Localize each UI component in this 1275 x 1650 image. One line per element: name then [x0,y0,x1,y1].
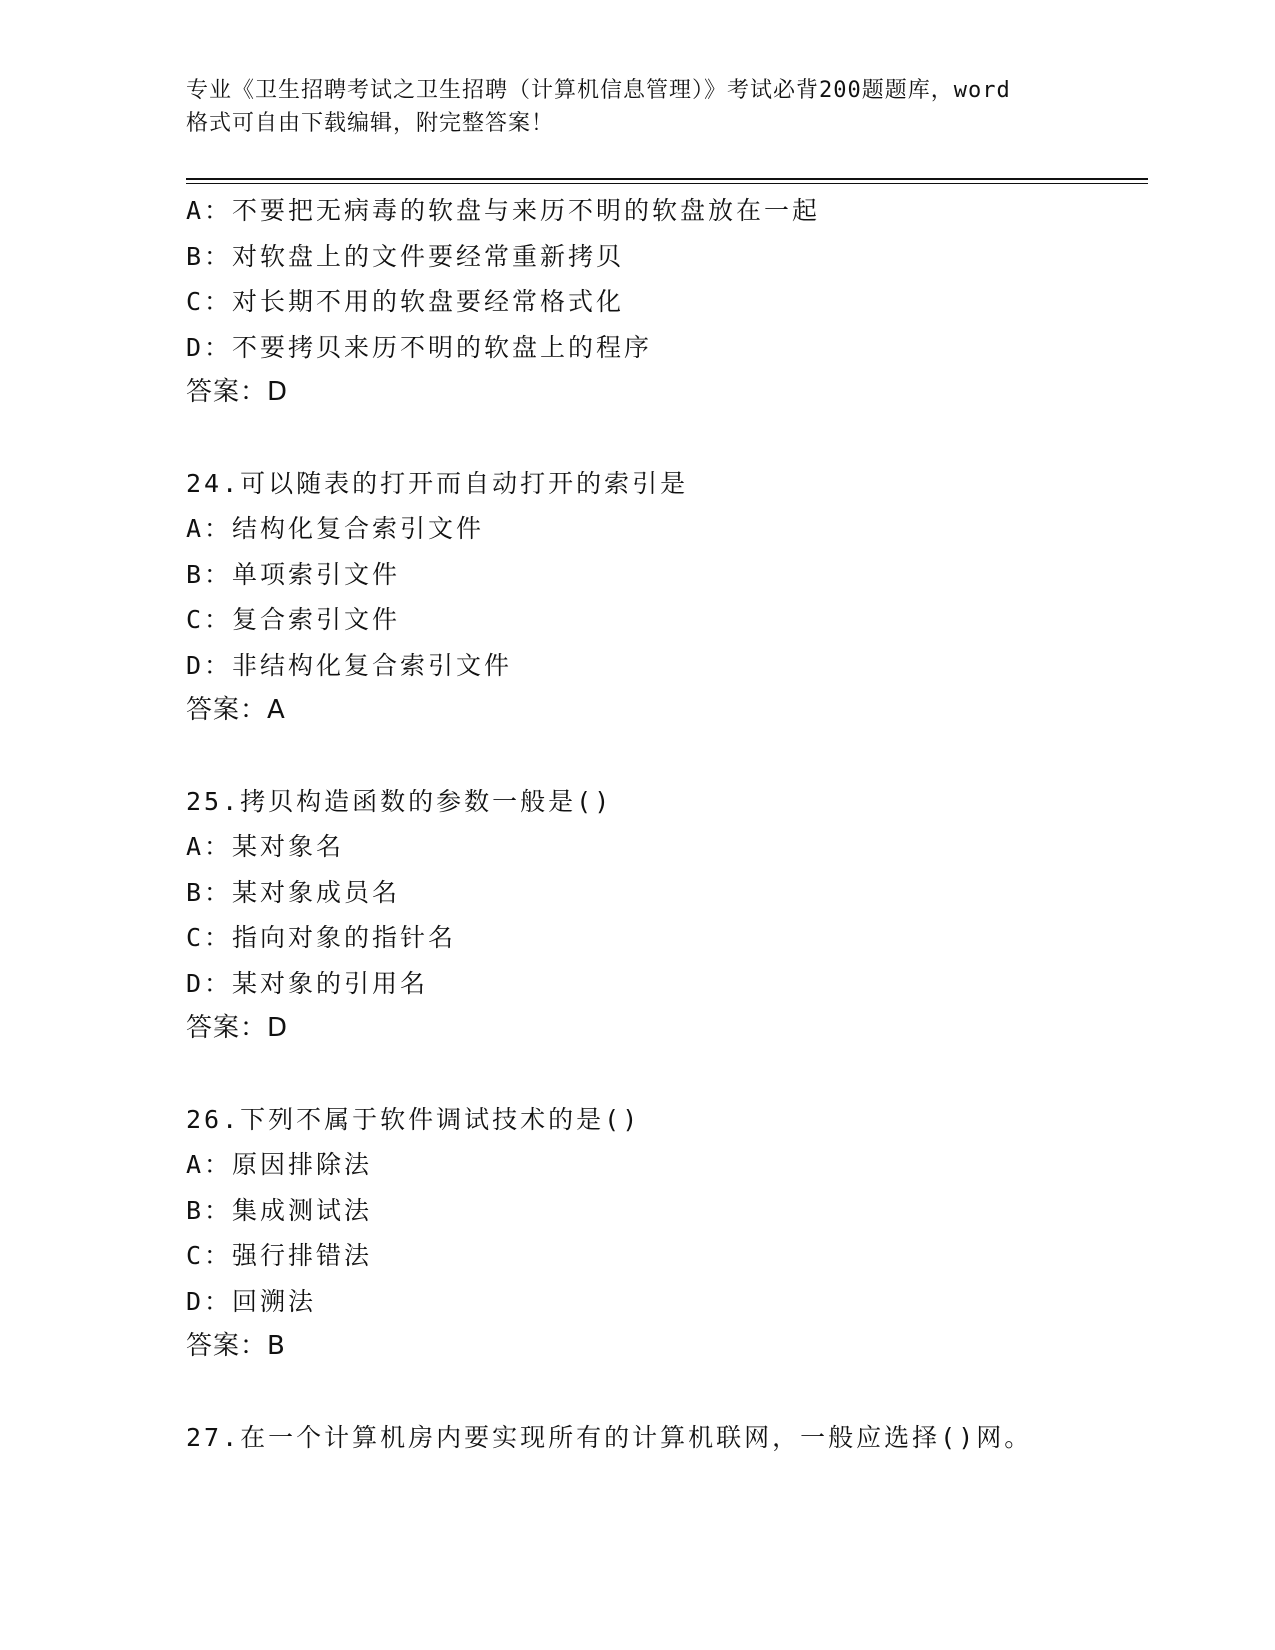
question-text: 24.可以随表的打开而自动打开的索引是 [186,468,689,498]
question-list [186,188,1146,1460]
question-25 [186,779,1146,1052]
answer-line: 答案：B [186,1331,286,1361]
spacer [186,1052,1146,1097]
answer-line: 答案：D [186,377,289,407]
question-23 [186,188,1146,416]
spacer [186,734,1146,779]
option-a: A：原因排除法 [186,1150,373,1179]
option-d: D：非结构化复合索引文件 [186,650,513,680]
option-c: C：复合索引文件 [186,605,401,634]
question-text: 25.拷贝构造函数的参数一般是() [186,786,613,816]
document-header [186,74,1106,140]
option-b: B：集成测试法 [186,1195,373,1225]
option-a: A：不要把无病毒的软盘与来历不明的软盘放在一起 [186,196,821,225]
option-d: D：某对象的引用名 [186,968,429,998]
header-line-1: 专业《卫生招聘考试之卫生招聘（计算机信息管理）》考试必背200题题库，word [186,78,1011,103]
spacer [186,1370,1146,1415]
option-d: D：回溯法 [186,1286,317,1316]
option-b: B：对软盘上的文件要经常重新拷贝 [186,241,625,271]
question-text: 27.在一个计算机房内要实现所有的计算机联网，一般应选择()网。 [186,1422,1033,1452]
option-c: C：对长期不用的软盘要经常格式化 [186,287,625,316]
spacer [186,416,1146,461]
answer-line: 答案：A [186,695,286,725]
answer-line: 答案：D [186,1013,289,1043]
option-a: A：结构化复合索引文件 [186,514,485,543]
question-26 [186,1097,1146,1370]
header-line-2: 格式可自由下载编辑，附完整答案！ [186,111,555,136]
option-b: B：某对象成员名 [186,877,401,907]
question-24 [186,461,1146,734]
option-d: D：不要拷贝来历不明的软盘上的程序 [186,332,653,362]
option-a: A：某对象名 [186,832,345,861]
header-divider-thin [186,183,1148,184]
question-text: 26.下列不属于软件调试技术的是() [186,1104,641,1134]
option-c: C：强行排错法 [186,1241,373,1270]
option-c: C：指向对象的指针名 [186,923,457,952]
question-27 [186,1415,1146,1461]
header-divider-thick [186,178,1148,180]
option-b: B：单项索引文件 [186,559,401,589]
